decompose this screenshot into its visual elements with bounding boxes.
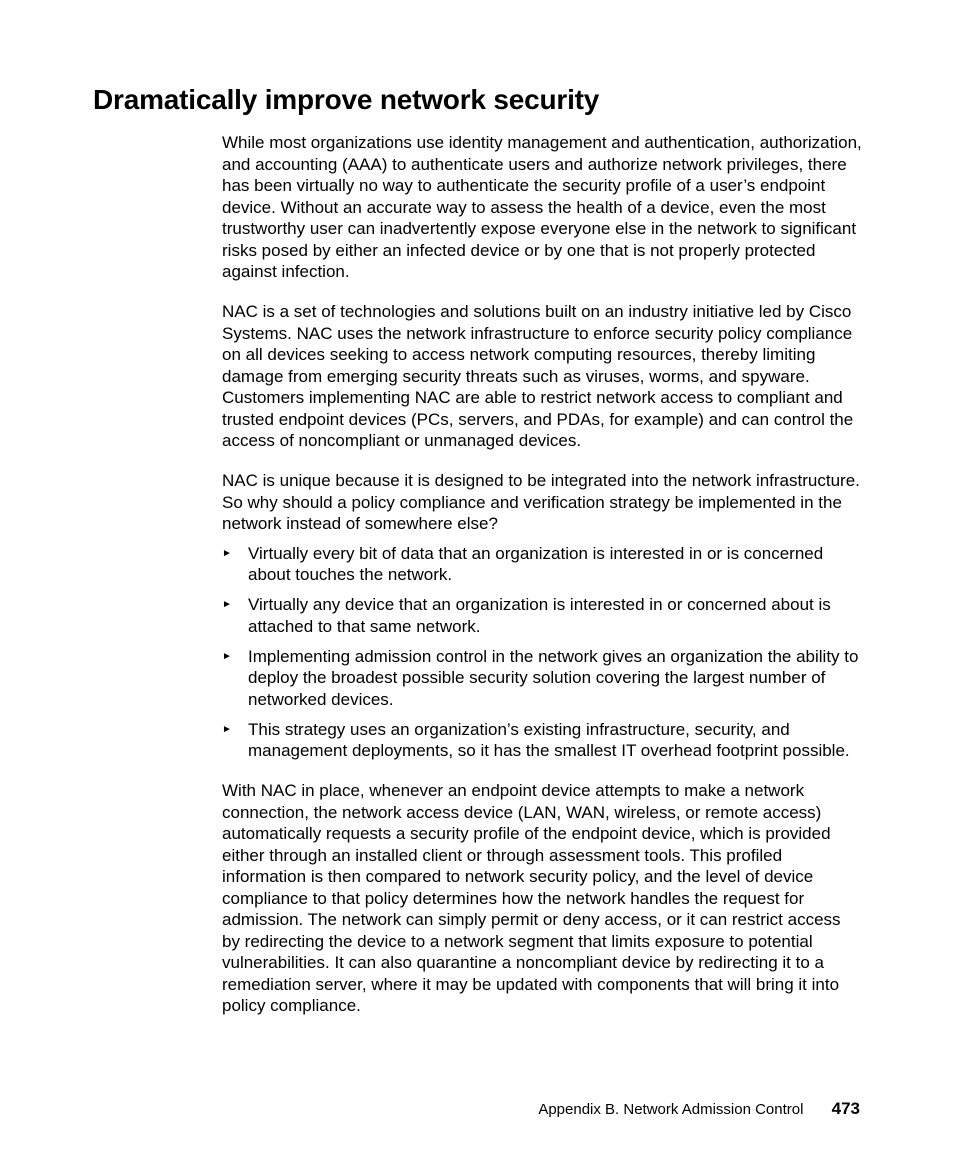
nac-definition-paragraph: NAC is a set of technologies and solutions built on an industry initiative led by Cisco Systems. NAC uses the network infrastructure to enforce security policy compliance on all devices seeking to access network computing resources, thereby limiting damage from emerging security threats such as viruses, worms, and spyware. Customers implementing NAC are able to restrict network access to compliant and trusted endpoint devices (PCs, servers, and PDAs, for example) and can control the access of noncompliant or unmanaged devices.: [222, 302, 854, 450]
list-item: [222, 594, 862, 637]
list-item-text: Implementing admission control in the network gives an organization the ability to deploy the broadest possible security solution covering the largest number of networked devices.: [248, 646, 859, 709]
page-footer: [538, 1098, 860, 1121]
triangle-bullet-icon: ►: [222, 650, 232, 662]
triangle-bullet-icon: ►: [222, 723, 232, 735]
list-item-text: This strategy uses an organization’s existing infrastructure, security, and management deployments, so it has the smallest IT overhead footprint possible.: [248, 719, 850, 760]
page-title: Dramatically improve network security: [93, 84, 600, 115]
closing-paragraph: With NAC in place, whenever an endpoint device attempts to make a network connection, the network access device (LAN, WAN, wireless, or remote access) automatically requests a security profile of the endpoint device, which is provided either through an installed client or through assessment tools. This profiled information is then compared to network security policy, and the level of device compliance to that policy determines how the network handles the request for admission. The network can simply permit or deny access, or it can restrict access by redirecting the device to a network segment that limits exposure to potential vulnerabilities. It can also quarantine a noncompliant device by redirecting it to a remediation server, where it may be updated with components that will bring it into policy compliance.: [222, 781, 841, 1015]
list-item: [222, 543, 862, 586]
page-number: 473: [831, 1099, 860, 1118]
triangle-bullet-icon: ►: [222, 599, 232, 610]
list-item: [222, 719, 862, 762]
body-content: [222, 132, 862, 1035]
intro-paragraph: While most organizations use identity management and authentication, authorization, and accounting (AAA) to authenticate users and authorize network privileges, there has been virtually no way to authenticate the security profile of a user’s endpoint device. Without an accurate way to assess the health of a device, even the most trustworthy user can inadvertently expose everyone else in the network to significant risks posed by either an infected device or by one that is not properly protected against infection.: [222, 133, 862, 281]
list-item-text: Virtually any device that an organization is interested in or concerned about is attached to that same network.: [248, 595, 831, 636]
bullet-list: [222, 543, 862, 762]
footer-section-title: Appendix B. Network Admission Control: [538, 1101, 804, 1118]
nac-unique-paragraph: NAC is unique because it is designed to be integrated into the network infrastructure. So why should a policy compliance and verification strategy be implemented in the network instead of somewhere else?: [222, 471, 860, 533]
triangle-bullet-icon: ►: [222, 547, 232, 559]
list-item-text: Virtually every bit of data that an organization is interested in or is concerned about touches the network.: [248, 543, 824, 584]
list-item: [222, 646, 862, 711]
